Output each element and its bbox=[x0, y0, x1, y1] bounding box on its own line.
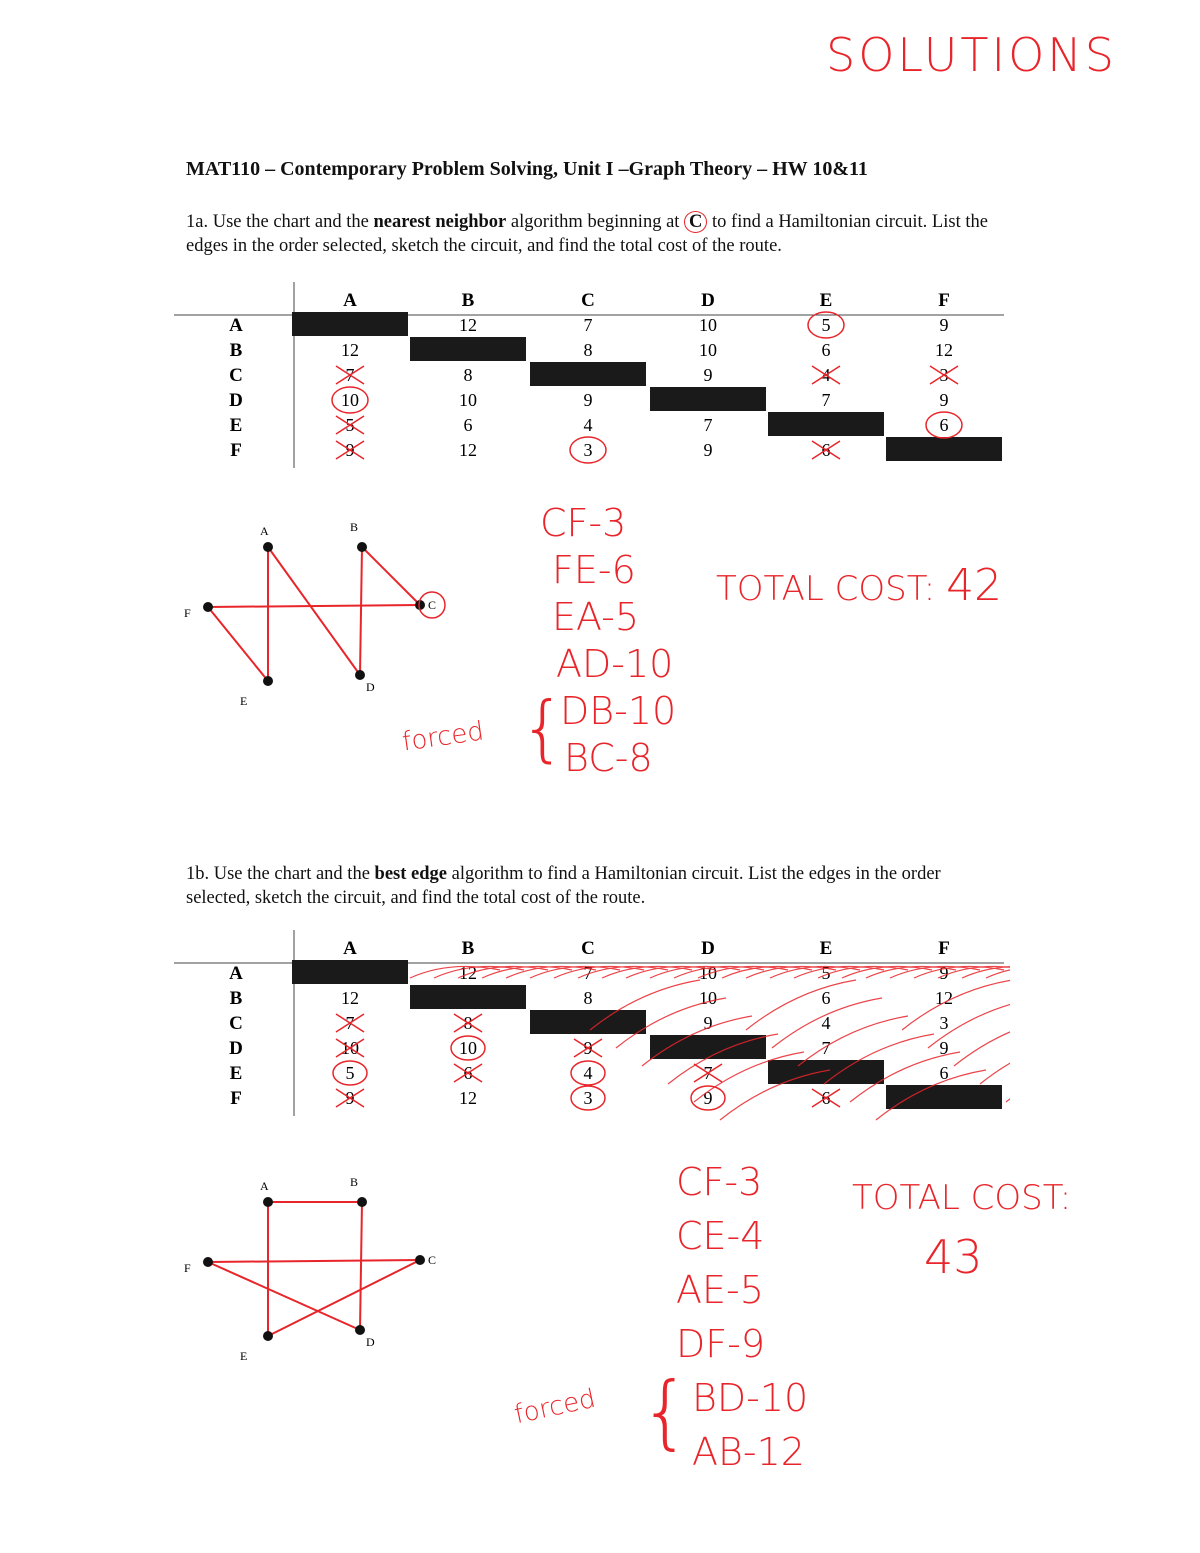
table-cell: 9 bbox=[703, 1013, 713, 1033]
table-cell: 4 bbox=[583, 1063, 593, 1083]
table-cell: 10 bbox=[459, 1038, 477, 1058]
edge-item: AE-5 bbox=[676, 1268, 764, 1312]
diagonal-shade bbox=[292, 960, 408, 984]
table-cell: 4 bbox=[583, 415, 593, 435]
table-1a bbox=[170, 282, 1010, 482]
table-cell: 9 bbox=[583, 390, 593, 410]
column-header: D bbox=[701, 938, 715, 959]
table-cell: 5 bbox=[821, 315, 831, 335]
p1a-start-vertex: C bbox=[684, 211, 707, 233]
vertex-dot bbox=[357, 1197, 367, 1207]
table-cell: 10 bbox=[341, 390, 359, 410]
forced-note-1b: forced bbox=[511, 1383, 599, 1431]
total-label: TOTAL COST: bbox=[716, 569, 936, 609]
vertex-label: D bbox=[366, 680, 375, 694]
p1a-suffix: to find a Hamiltonian circuit. List the edges in the order selected, sketch the circuit, and find the total cost of the route. bbox=[186, 212, 988, 256]
p1b-bold: best edge bbox=[374, 864, 447, 884]
table-1b bbox=[170, 930, 1010, 1130]
vertex-label: A bbox=[260, 1179, 269, 1193]
forced-brace-1a: { bbox=[520, 686, 566, 770]
problem-1a-text bbox=[186, 210, 1006, 258]
table-cell: 10 bbox=[341, 1038, 359, 1058]
diagonal-shade bbox=[886, 437, 1002, 461]
p1a-bold: nearest neighbor bbox=[373, 212, 507, 232]
table-cell: 6 bbox=[463, 1063, 473, 1083]
table-cell: 7 bbox=[703, 1063, 713, 1083]
row-header: A bbox=[229, 315, 243, 336]
row-header: A bbox=[229, 963, 243, 984]
diagonal-shade bbox=[530, 1010, 646, 1034]
table-cell: 8 bbox=[583, 340, 593, 360]
diagonal-shade bbox=[410, 985, 526, 1009]
table-cell: 7 bbox=[583, 315, 593, 335]
vertex-dot bbox=[263, 676, 273, 686]
diagonal-shade bbox=[886, 1085, 1002, 1109]
forced-note-1a: forced bbox=[400, 716, 486, 758]
row-header: C bbox=[229, 1013, 243, 1034]
row-header: F bbox=[230, 1088, 242, 1109]
table-cell: 6 bbox=[821, 988, 831, 1008]
column-header: B bbox=[461, 290, 475, 311]
vertex-label: D bbox=[366, 1335, 375, 1349]
column-header: B bbox=[461, 938, 475, 959]
vertex-label: B bbox=[350, 520, 359, 534]
p1b-prefix: 1b. Use the chart and the bbox=[186, 864, 370, 884]
diagonal-shade bbox=[650, 387, 766, 411]
column-header: C bbox=[581, 290, 595, 311]
vertex-label: F bbox=[184, 1261, 191, 1275]
table-cell: 6 bbox=[939, 1063, 949, 1083]
edge-item: BD-10 bbox=[692, 1376, 809, 1420]
table-cell: 9 bbox=[345, 440, 355, 460]
edge-item: DB-10 bbox=[560, 689, 677, 733]
vertex-dot bbox=[203, 1257, 213, 1267]
table-cell: 6 bbox=[821, 1088, 831, 1108]
edge-item: AD-10 bbox=[556, 642, 674, 686]
diagonal-shade bbox=[530, 362, 646, 386]
table-cell: 12 bbox=[459, 315, 477, 335]
p1b-suffix: algorithm to find a Hamiltonian circuit. List the edges in the order selected, sketch the circuit, and find the total cost of the route. bbox=[186, 864, 941, 908]
table-cell: 9 bbox=[939, 390, 949, 410]
graph-1b bbox=[170, 1170, 470, 1380]
vertex-label: E bbox=[240, 694, 248, 708]
table-cell: 12 bbox=[341, 988, 359, 1008]
row-header: B bbox=[229, 340, 243, 361]
edge-item: AB-12 bbox=[692, 1430, 805, 1474]
table-cell: 10 bbox=[459, 390, 477, 410]
column-header: A bbox=[343, 290, 357, 311]
column-header: D bbox=[701, 290, 715, 311]
vertex-dot bbox=[263, 542, 273, 552]
row-header: D bbox=[229, 1038, 243, 1059]
table-cell: 3 bbox=[939, 365, 949, 385]
table-cell: 7 bbox=[821, 1038, 831, 1058]
table-cell: 12 bbox=[459, 440, 477, 460]
table-cell: 6 bbox=[939, 415, 949, 435]
diagonal-shade bbox=[768, 1060, 884, 1084]
table-cell: 12 bbox=[935, 988, 953, 1008]
table-cell: 6 bbox=[821, 440, 831, 460]
table-cell: 6 bbox=[463, 415, 473, 435]
table-cell: 5 bbox=[821, 963, 831, 983]
table-cell: 8 bbox=[463, 1013, 473, 1033]
circuit-edge bbox=[360, 1202, 362, 1330]
table-cell: 7 bbox=[703, 415, 713, 435]
vertex-dot bbox=[203, 602, 213, 612]
table-cell: 9 bbox=[703, 1088, 713, 1108]
total-value: 42 bbox=[946, 560, 1003, 611]
table-cell: 12 bbox=[935, 340, 953, 360]
vertex-dot bbox=[355, 1325, 365, 1335]
table-cell: 10 bbox=[699, 340, 717, 360]
table-cell: 10 bbox=[699, 988, 717, 1008]
row-header: B bbox=[229, 988, 243, 1009]
vertex-dot bbox=[263, 1331, 273, 1341]
table-cell: 7 bbox=[345, 365, 355, 385]
page-title: MAT110 – Contemporary Problem Solving, Unit I –Graph Theory – HW 10&11 bbox=[186, 158, 868, 180]
table-cell: 7 bbox=[583, 963, 593, 983]
circuit-edge bbox=[360, 547, 362, 675]
table-cell: 10 bbox=[699, 315, 717, 335]
total-cost-1a bbox=[716, 560, 1002, 611]
table-cell: 9 bbox=[583, 1038, 593, 1058]
vertex-dot bbox=[355, 670, 365, 680]
circuit-edge bbox=[208, 607, 268, 681]
table-cell: 3 bbox=[583, 1088, 593, 1108]
problem-1b-text bbox=[186, 862, 1006, 910]
table-cell: 10 bbox=[699, 963, 717, 983]
table-cell: 12 bbox=[459, 1088, 477, 1108]
diagonal-shade bbox=[410, 337, 526, 361]
answer-1b-edges bbox=[676, 1155, 808, 1479]
table-cell: 9 bbox=[345, 1088, 355, 1108]
diagonal-shade bbox=[768, 412, 884, 436]
row-header: F bbox=[230, 440, 242, 461]
table-cell: 12 bbox=[459, 963, 477, 983]
column-header: C bbox=[581, 938, 595, 959]
table-cell: 4 bbox=[821, 365, 831, 385]
vertex-dot bbox=[357, 542, 367, 552]
total-label: TOTAL COST: bbox=[852, 1178, 1072, 1218]
edge-item: CE-4 bbox=[676, 1214, 765, 1258]
table-cell: 5 bbox=[345, 415, 355, 435]
table-cell: 7 bbox=[821, 390, 831, 410]
vertex-label: C bbox=[428, 1253, 437, 1267]
circuit-edge bbox=[208, 605, 420, 607]
vertex-label: A bbox=[260, 524, 269, 538]
total-value: 43 bbox=[924, 1230, 983, 1284]
edge-item: CF-3 bbox=[540, 501, 627, 545]
column-header: A bbox=[343, 938, 357, 959]
table-cell: 3 bbox=[939, 1013, 949, 1033]
table-cell: 8 bbox=[583, 988, 593, 1008]
forced-brace-1b: { bbox=[640, 1365, 691, 1458]
column-header: E bbox=[819, 290, 833, 311]
vertex-label: B bbox=[350, 1175, 359, 1189]
total-cost-1b bbox=[852, 1178, 1071, 1284]
table-cell: 6 bbox=[821, 340, 831, 360]
row-header: E bbox=[229, 1063, 243, 1084]
column-header: F bbox=[938, 290, 950, 311]
p1a-mid: algorithm beginning at bbox=[510, 212, 680, 232]
vertex-label: E bbox=[240, 1349, 248, 1363]
table-cell: 3 bbox=[583, 440, 593, 460]
table-cell: 9 bbox=[939, 1038, 949, 1058]
row-header: E bbox=[229, 415, 243, 436]
column-header: F bbox=[938, 938, 950, 959]
edge-item: EA-5 bbox=[552, 595, 640, 639]
solutions-heading: SOLUTIONS bbox=[826, 28, 1117, 82]
vertex-label: C bbox=[428, 598, 437, 612]
diagonal-shade bbox=[650, 1035, 766, 1059]
table-cell: 8 bbox=[463, 365, 473, 385]
graph-1a bbox=[170, 515, 470, 725]
p1a-prefix: 1a. Use the chart and the bbox=[186, 212, 369, 232]
edge-item: DF-9 bbox=[676, 1322, 766, 1366]
edge-item: CF-3 bbox=[676, 1160, 763, 1204]
edge-item: FE-6 bbox=[552, 548, 636, 592]
row-header: C bbox=[229, 365, 243, 386]
vertex-dot bbox=[415, 1255, 425, 1265]
table-cell: 9 bbox=[703, 365, 713, 385]
table-cell: 4 bbox=[821, 1013, 831, 1033]
table-cell: 12 bbox=[341, 340, 359, 360]
circuit-edge bbox=[208, 1262, 360, 1330]
circuit-edge bbox=[362, 547, 420, 605]
column-header: E bbox=[819, 938, 833, 959]
row-header: D bbox=[229, 390, 243, 411]
circuit-edge bbox=[208, 1260, 420, 1262]
diagonal-shade bbox=[292, 312, 408, 336]
table-cell: 9 bbox=[939, 963, 949, 983]
table-cell: 7 bbox=[345, 1013, 355, 1033]
vertex-label: F bbox=[184, 606, 191, 620]
vertex-dot bbox=[263, 1197, 273, 1207]
edge-item: BC-8 bbox=[564, 736, 653, 780]
table-cell: 5 bbox=[345, 1063, 355, 1083]
table-cell: 9 bbox=[703, 440, 713, 460]
circuit-edge bbox=[268, 547, 360, 675]
table-cell: 9 bbox=[939, 315, 949, 335]
